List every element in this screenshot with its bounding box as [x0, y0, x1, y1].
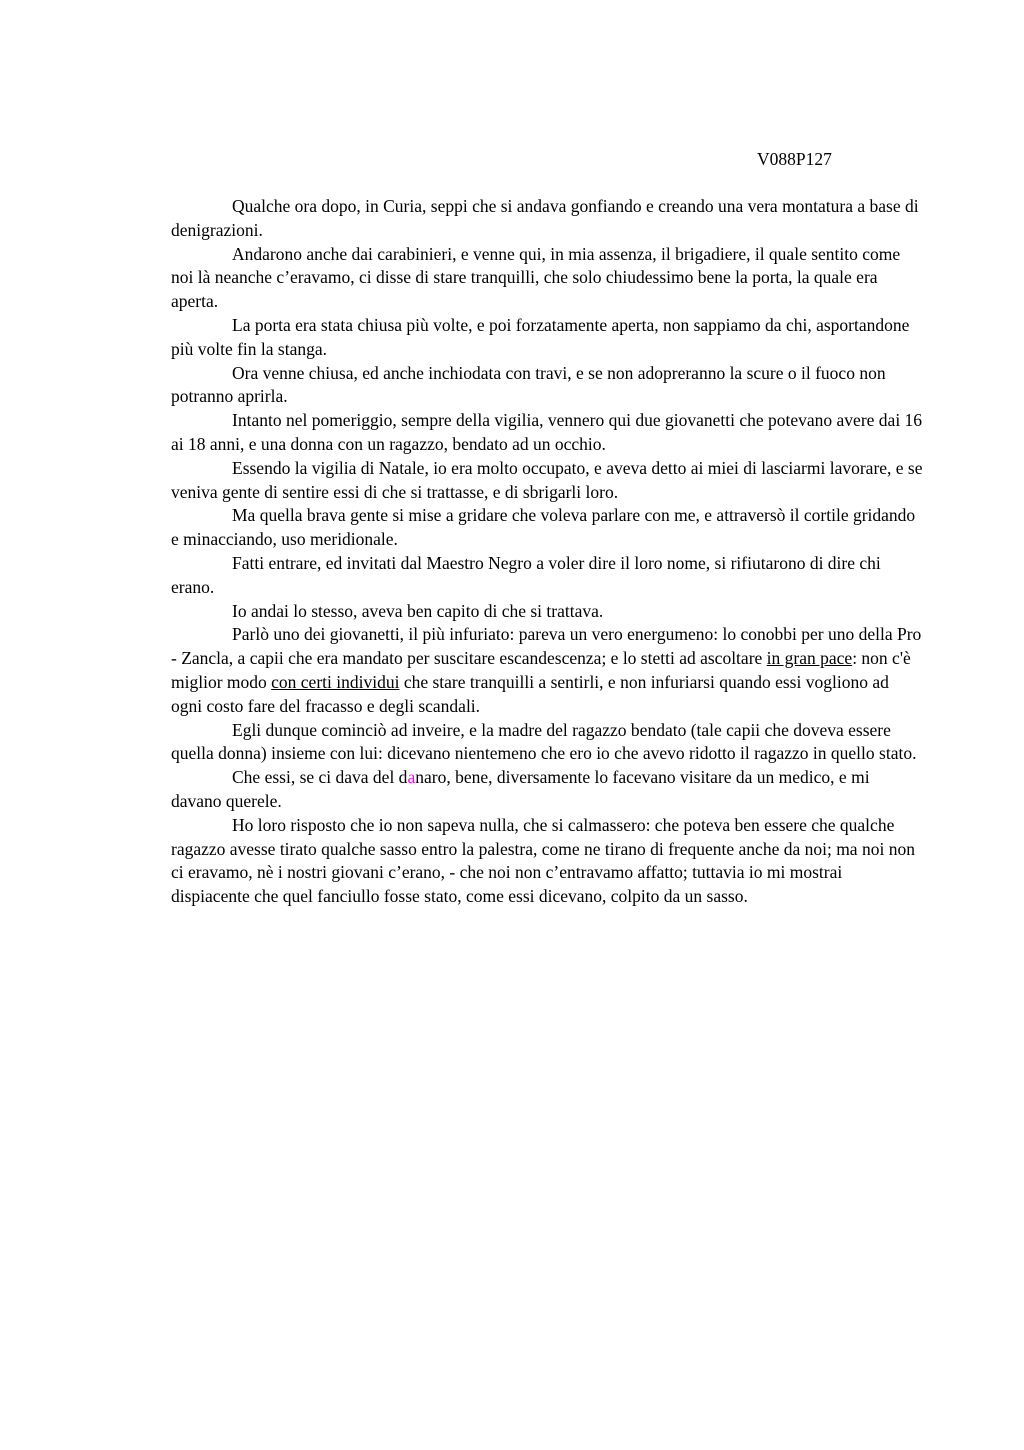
paragraph: Io andai lo stesso, aveva ben capito di che si trattava.	[232, 600, 604, 621]
paragraph: Ora venne chiusa, ed anche inchiodata con travi, e se non adopreranno la scure o il fuoco non potranno aprirla.	[171, 362, 886, 407]
highlighted-letter: a	[407, 767, 416, 788]
paragraph: Qualche ora dopo, in Curia, seppi che si andava gonfiando e creando una vera montatura a base di denigrazioni.	[171, 196, 919, 240]
paragraph-text-segment: Che essi, se ci dava del d	[232, 767, 408, 788]
paragraph: Fatti entrare, ed invitati dal Maestro Negro a voler dire il loro nome, si rifiutarono di dire chi erano.	[171, 552, 881, 597]
paragraph: Ho loro risposto che io non sapeva nulla, che si calmassero: che poteva ben essere che qualche ragazzo avesse tirato qualche sasso entro la palestra, come ne tirano di frequente anche da noi; ma noi non ci eravamo, nè i nostri giovani c’erano, - che noi non c’entravamo affatto; tuttavia io mi mostrai dispiacente che quel fanciullo fosse stato, come essi dicevano, colpito da un sasso.	[171, 814, 915, 907]
paragraph: Ma quella brava gente si mise a gridare che voleva parlare con me, e attraversò il cortile gridando e minacciando, uso meridionale.	[171, 505, 916, 550]
paragraph-text-segment: : non c'è miglior modo	[171, 648, 911, 692]
page-identifier: V088P127	[757, 149, 832, 169]
paragraph: Essendo la vigilia di Natale, io era molto occupato, e aveva detto ai miei di lasciarmi lavorare, e se veniva gente di sentire essi di che si trattasse, e di sbrigarli loro.	[171, 457, 923, 502]
paragraph: La porta era stata chiusa più volte, e poi forzatamente aperta, non sappiamo da chi, asportandone più volte fin la stanga.	[171, 314, 910, 359]
paragraph-with-highlight	[171, 766, 923, 814]
underlined-phrase: con certi individui	[271, 671, 400, 692]
paragraph: Egli dunque cominciò ad inveire, e la madre del ragazzo bendato (tale capii che doveva essere quella donna) insieme con lui: dicevano nientemeno che ero io che avevo ridotto il ragazzo in quello stato.	[171, 719, 917, 764]
paragraph-with-underlines	[171, 623, 923, 718]
document-body	[171, 195, 923, 909]
paragraph-text-segment: naro, bene, diversamente lo facevano visitare da un medico, e mi davano querele.	[171, 767, 870, 811]
paragraph-text-segment: che stare tranquilli a sentirli, e non infuriarsi quando essi vogliono ad ogni costo fare del fracasso e degli scandali.	[171, 671, 889, 716]
paragraph: Andarono anche dai carabinieri, e venne qui, in mia assenza, il brigadiere, il quale sentito come noi là neanche c’eravamo, ci disse di stare tranquilli, che solo chiudessimo bene la porta, la quale era aperta.	[171, 243, 901, 312]
paragraph-text-segment: Parlò uno dei giovanetti, il più infuriato: pareva un vero energumeno: lo conobbi per uno della Pro - Zancla, a capii che era mandato per suscitare escandescenza; e lo stetti ad ascoltare	[171, 624, 922, 669]
paragraph: Intanto nel pomeriggio, sempre della vigilia, vennero qui due giovanetti che potevano avere dai 16 ai 18 anni, e una donna con un ragazzo, bendato ad un occhio.	[171, 410, 923, 454]
underlined-phrase: in gran pace	[766, 648, 853, 669]
